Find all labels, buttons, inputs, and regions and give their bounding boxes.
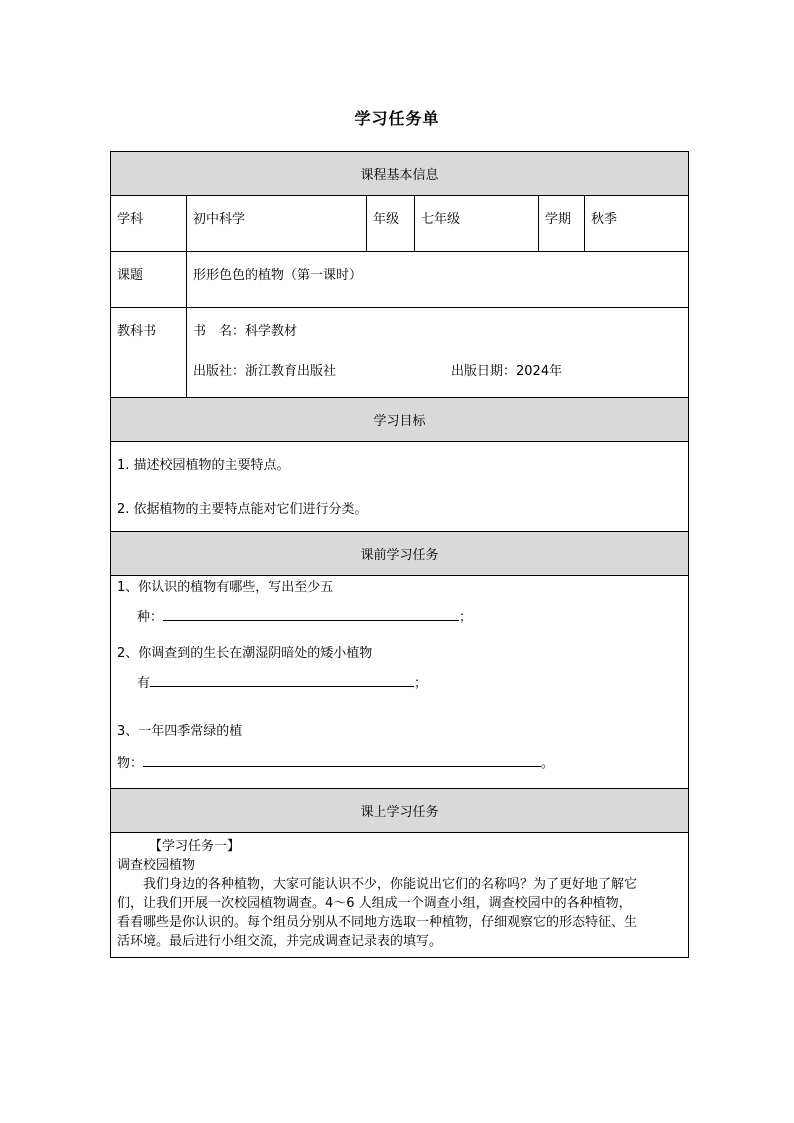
goal-item: 1. 描述校园植物的主要特点。 [117,458,290,473]
inclass-task-content [111,833,689,958]
question-3-prefix: 物： [117,756,144,771]
question-3-end: 。 [541,756,555,771]
question-3 [117,722,682,774]
topic-label: 课题 [111,252,187,308]
question-1-text: 1、你认识的植物有哪些，写出至少五 [117,580,334,595]
answer-blank-3[interactable] [143,752,541,767]
goals-list [111,442,689,532]
answer-blank-2[interactable] [150,672,414,687]
book-name: 书 名：科学教材 [193,324,298,339]
question-1-prefix: 种： [137,610,164,625]
section-header-inclass: 课上学习任务 [111,789,689,833]
task-body-line: 看看哪些是你认识的。每个组员分别从不同地方选取一种植物，仔细观察它的形态特征、生 [117,915,638,930]
page-title: 学习任务单 [354,109,440,128]
textbook-info [187,308,689,398]
subject-label: 学科 [111,196,187,252]
task-subtitle: 调查校园植物 [117,858,196,873]
section-header-goals: 学习目标 [111,398,689,442]
publish-date: 出版日期：2024年 [451,364,563,379]
textbook-label: 教科书 [111,308,187,398]
question-2 [117,644,682,694]
term-value: 秋季 [585,196,689,252]
task-body-line: 们，让我们开展一次校园植物调查。4～6 人组成一个调查小组，调查校园中的各种植物， [117,896,632,911]
question-1 [117,578,682,628]
pre-task-content [111,576,689,789]
task-sheet-table [110,151,689,958]
question-2-end: ； [414,676,428,691]
section-header-basic: 课程基本信息 [111,152,689,196]
question-3-text: 3、一年四季常绿的植 [117,724,243,739]
term-label: 学期 [539,196,585,252]
task-body-line: 我们身边的各种植物，大家可能认识不少，你能说出它们的名称吗？为了更好地了解它 [143,877,638,892]
task-body-line: 活环境。最后进行小组交流，并完成调查记录表的填写。 [117,934,443,949]
subject-value: 初中科学 [187,196,367,252]
task-title: 【学习任务一】 [149,839,241,854]
answer-blank-1[interactable] [163,606,459,621]
question-2-text: 2、你调查到的生长在潮湿阴暗处的矮小植物 [117,646,373,661]
section-header-pre: 课前学习任务 [111,532,689,576]
grade-value: 七年级 [415,196,539,252]
topic-value: 形形色色的植物（第一课时） [187,252,689,308]
question-1-end: ； [459,610,473,625]
question-2-prefix: 有 [137,676,151,691]
grade-label: 年级 [367,196,415,252]
goal-item: 2. 依据植物的主要特点能对它们进行分类。 [117,502,368,517]
publisher: 出版社：浙江教育出版社 [193,364,337,379]
